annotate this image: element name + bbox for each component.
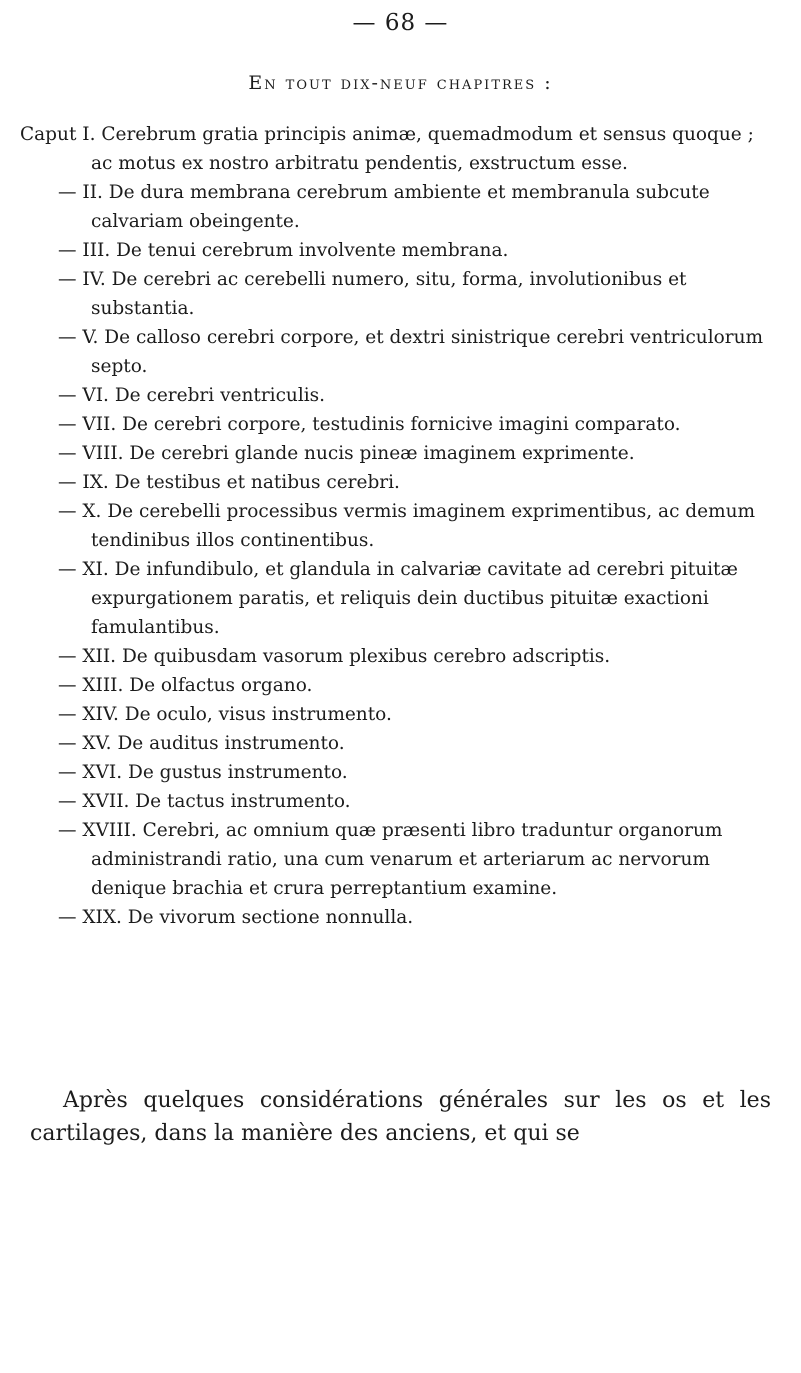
chapter-item [0,439,801,468]
chapter-prefix: — [58,414,77,435]
chapter-text: XIX. De vivorum sectione nonnulla. [82,907,414,928]
closing-paragraph: Après quelques considérations générales sur les os et les cartilages, dans la manière des anciens, et qui se [30,1088,771,1146]
chapter-text: II. De dura membrana cerebrum ambiente et membranula subcute calvariam obeingente. [82,182,710,232]
chapter-text: XV. De auditus instrumento. [82,733,345,754]
chapter-text: XVI. De gustus instrumento. [82,762,348,783]
chapter-prefix: — [58,240,77,261]
chapter-text: IX. De testibus et natibus cerebri. [82,472,400,493]
chapter-item [0,468,801,497]
chapter-prefix: — [58,443,77,464]
chapter-item [0,816,801,903]
page-number: — 68 — [352,10,449,36]
section-heading: En tout dix-neuf chapitres : [248,72,553,94]
chapter-text: XII. De quibusdam vasorum plexibus cerebro adscriptis. [82,646,611,667]
chapter-text: V. De calloso cerebri corpore, et dextri sinistrique cerebri ventriculorum septo. [82,327,764,377]
chapter-text: VIII. De cerebri glande nucis pineæ imaginem exprimente. [82,443,635,464]
chapter-list [0,120,801,932]
chapter-text: XVIII. Cerebri, ac omnium quæ præsenti libro traduntur organorum administrandi ratio, una cum venarum et arteriarum ac nervorum denique brachia et crura perreptantium examine. [82,820,723,899]
chapter-item [0,120,801,178]
chapter-item [0,729,801,758]
chapter-item [0,671,801,700]
chapter-text: XIV. De oculo, visus instrumento. [82,704,392,725]
chapter-item [0,410,801,439]
chapter-item [0,758,801,787]
chapter-prefix: — [58,385,77,406]
chapter-prefix: — [58,907,77,928]
chapter-prefix: — [58,704,77,725]
chapter-prefix: — [58,269,77,290]
chapter-text: XVII. De tactus instrumento. [82,791,351,812]
chapter-prefix: — [58,733,77,754]
chapter-prefix: — [58,182,77,203]
chapter-prefix: — [58,472,77,493]
chapter-item [0,265,801,323]
chapter-prefix: Caput [20,124,77,145]
chapter-text: X. De cerebelli processibus vermis imaginem exprimentibus, ac demum tendinibus illos continentibus. [82,501,756,551]
chapter-text: XI. De infundibulo, et glandula in calvariæ cavitate ad cerebri pituitæ expurgationem paratis, et reliquis dein ductibus pituitæ exactioni famulantibus. [82,559,738,638]
chapter-item [0,236,801,265]
chapter-prefix: — [58,791,77,812]
chapter-item [0,555,801,642]
chapter-text: III. De tenui cerebrum involvente membrana. [82,240,509,261]
chapter-item [0,178,801,236]
chapter-item [0,642,801,671]
chapter-prefix: — [58,820,77,841]
chapter-item [0,323,801,381]
chapter-item [0,497,801,555]
chapter-item [0,381,801,410]
chapter-prefix: — [58,762,77,783]
chapter-text: I. Cerebrum gratia principis animæ, quemadmodum et sensus quoque ; ac motus ex nostro arbitratu pendentis, exstructum esse. [82,124,754,174]
chapter-prefix: — [58,646,77,667]
chapter-item [0,787,801,816]
chapter-prefix: — [58,327,77,348]
chapter-item [0,903,801,932]
chapter-text: XIII. De olfactus organo. [82,675,313,696]
chapter-text: IV. De cerebri ac cerebelli numero, situ, forma, involutionibus et substantia. [82,269,687,319]
chapter-prefix: — [58,675,77,696]
chapter-text: VII. De cerebri corpore, testudinis fornicive imagini comparato. [82,414,681,435]
chapter-prefix: — [58,559,77,580]
chapter-text: VI. De cerebri ventriculis. [82,385,326,406]
chapter-prefix: — [58,501,77,522]
chapter-item [0,700,801,729]
